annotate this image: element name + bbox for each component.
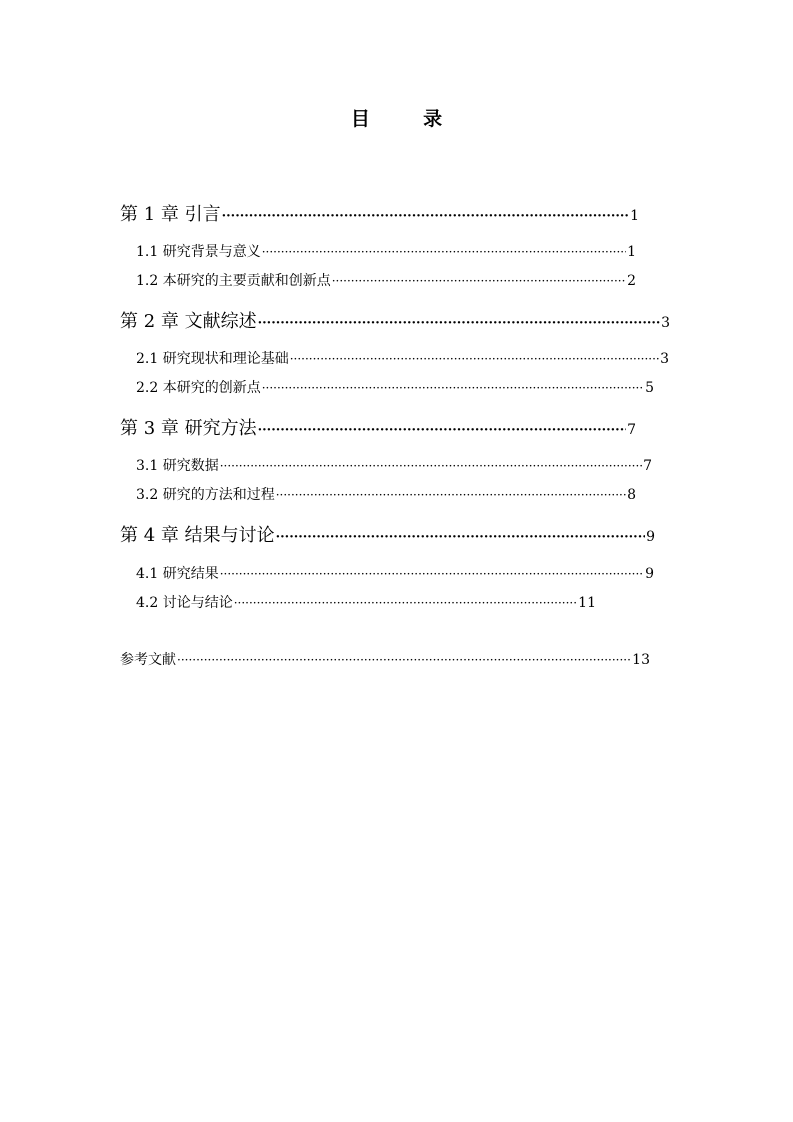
- dot-leader: [262, 381, 644, 395]
- toc-label: 4.1 研究结果: [136, 566, 219, 582]
- dot-leader: [262, 245, 626, 259]
- toc-section-4-2[interactable]: [136, 592, 596, 612]
- toc-section-4-1[interactable]: [136, 563, 654, 583]
- toc-chapter-1[interactable]: [120, 200, 639, 224]
- toc-page-number: 1: [627, 244, 636, 260]
- dot-leader: [258, 316, 660, 331]
- toc-page-number: 8: [627, 487, 636, 503]
- toc-page-number: 3: [660, 351, 669, 367]
- toc-label: 2.2 本研究的创新点: [136, 380, 261, 396]
- toc-page-number: 7: [643, 458, 652, 474]
- toc-chapter-2[interactable]: [120, 307, 670, 331]
- toc-label: 3.2 研究的方法和过程: [136, 487, 275, 503]
- toc-page-number: 5: [645, 380, 654, 396]
- toc-section-1-1[interactable]: [136, 241, 636, 261]
- toc-label: 3.1 研究数据: [136, 458, 219, 474]
- page-title: 目 录: [350, 108, 460, 130]
- toc-label: 第 3 章 研究方法: [120, 418, 257, 438]
- toc-label: 1.1 研究背景与意义: [136, 244, 261, 260]
- toc-page-number: 11: [578, 595, 596, 611]
- toc-label: 第 4 章 结果与讨论: [120, 525, 275, 545]
- toc-page-number: 13: [632, 652, 650, 668]
- toc-section-1-2[interactable]: [136, 270, 636, 290]
- toc-label: 2.1 研究现状和理论基础: [136, 351, 289, 367]
- toc-section-3-1[interactable]: [136, 455, 652, 475]
- dot-leader: [220, 567, 644, 581]
- toc-label: 4.2 讨论与结论: [136, 595, 233, 611]
- dot-leader: [258, 423, 626, 438]
- toc-section-2-1[interactable]: [136, 348, 669, 368]
- toc-page-number: 3: [661, 315, 670, 331]
- toc-chapter-4[interactable]: [120, 521, 655, 545]
- toc-label: 参考文献: [120, 652, 176, 668]
- toc-section-2-2[interactable]: [136, 377, 654, 397]
- dot-leader: [177, 653, 631, 667]
- toc-page-number: 2: [627, 273, 636, 289]
- toc-page-number: 9: [645, 566, 654, 582]
- toc-label: 第 2 章 文献综述: [120, 311, 257, 331]
- dot-leader: [220, 459, 642, 473]
- toc-label: 1.2 本研究的主要贡献和创新点: [136, 273, 331, 289]
- toc-page-number: 9: [646, 529, 655, 545]
- toc-section-3-2[interactable]: [136, 484, 636, 504]
- dot-leader: [276, 488, 626, 502]
- dot-leader: [234, 596, 577, 610]
- dot-leader: [290, 352, 659, 366]
- toc-page-number: 7: [627, 422, 636, 438]
- dot-leader: [222, 209, 629, 224]
- toc-chapter-3[interactable]: [120, 414, 636, 438]
- toc-page-number: 1: [630, 208, 639, 224]
- toc-label: 第 1 章 引言: [120, 204, 221, 224]
- dot-leader: [276, 530, 645, 545]
- toc-references[interactable]: [120, 649, 650, 669]
- dot-leader: [332, 274, 626, 288]
